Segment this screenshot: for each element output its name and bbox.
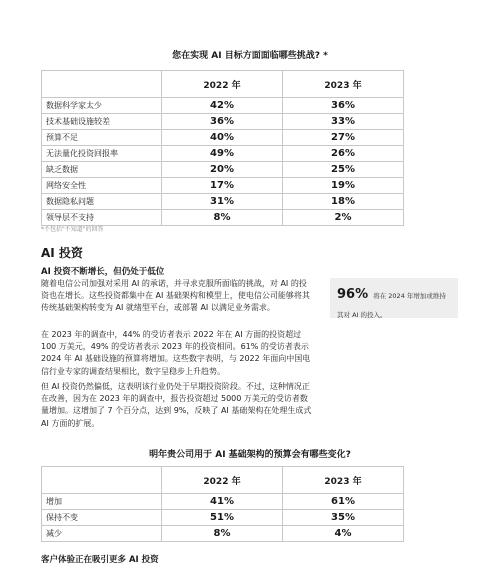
section-heading: AI 投资 <box>41 246 83 260</box>
value-2023: 2% <box>283 210 404 226</box>
value-2022: 41% <box>162 494 283 510</box>
stat-callout <box>330 278 458 318</box>
row-label: 领导层不支持 <box>42 210 162 226</box>
value-2023: 61% <box>283 494 404 510</box>
paragraph <box>41 278 313 315</box>
value-2022: 42% <box>162 98 283 114</box>
value-2023: 33% <box>283 114 404 130</box>
row-label: 数据科学家太少 <box>42 98 162 114</box>
value-2023: 25% <box>283 162 404 178</box>
value-2022: 17% <box>162 178 283 194</box>
header-2023: 2023 年 <box>283 71 404 98</box>
table-row <box>42 194 404 210</box>
header-blank <box>42 467 162 494</box>
header-blank <box>42 71 162 98</box>
row-label: 无法量化投资回报率 <box>42 146 162 162</box>
row-label: 数据隐私问题 <box>42 194 162 210</box>
table-row <box>42 178 404 194</box>
value-2023: 19% <box>283 178 404 194</box>
value-2022: 8% <box>162 210 283 226</box>
table-row <box>42 494 404 510</box>
value-2022: 51% <box>162 510 283 526</box>
value-2022: 20% <box>162 162 283 178</box>
table-row <box>42 98 404 114</box>
stat-text: 将在 2024 年增加或维持其对 AI 的投入。 <box>337 292 446 319</box>
header-2022: 2022 年 <box>162 71 283 98</box>
next-section-heading: 客户体验正在吸引更多 AI 投资 <box>41 555 159 565</box>
paragraph <box>41 381 313 430</box>
value-2023: 26% <box>283 146 404 162</box>
table1-footnote: *不包括"不知道"的回答 <box>41 226 104 233</box>
stat-value: 96% <box>337 287 369 302</box>
paragraph-text: 在 2023 年的调查中，44% 的受访者表示 2022 年在 AI 方面的投资超过 100 万美元，49% 的受访者表示 2023 年的投资相同。61% 的受访者表示 2024 年 AI 基础设施的预算将增加。这些数字表明，与 2022 年面向中国电信行业专家的调查结果相比，数字呈稳步上升趋势。 <box>41 330 311 376</box>
value-2022: 36% <box>162 114 283 130</box>
row-label: 预算不足 <box>42 130 162 146</box>
table-row <box>42 510 404 526</box>
paragraph <box>41 329 313 378</box>
header-2022: 2022 年 <box>162 467 283 494</box>
table-header-row <box>42 467 404 494</box>
value-2022: 8% <box>162 526 283 542</box>
challenges-table <box>41 70 404 226</box>
value-2023: 18% <box>283 194 404 210</box>
table-row <box>42 146 404 162</box>
section-subheading: AI 投资不断增长，但仍处于低位 <box>41 267 165 277</box>
row-label: 增加 <box>42 494 162 510</box>
row-label: 缺乏数据 <box>42 162 162 178</box>
table-row <box>42 162 404 178</box>
row-label: 网络安全性 <box>42 178 162 194</box>
paragraph-text: 随着电信公司加强对采用 AI 的承诺，并寻求克服所面临的挑战，对 AI 的投资也在增长。这些投资都集中在 AI 基础架构和模型上，使电信公司能够将其传统基础架构转变为 AI 就绪型平台，或部署 AI 以满足业务需求。 <box>41 279 310 313</box>
budget-table <box>41 466 404 542</box>
paragraph-text: 但 AI 投资仍然偏低，这表明该行业仍处于早期投资阶段。不过，这种情况正在改善，因为在 2023 年的调查中，报告投资超过 5000 万美元的受访者数量增加。这增加了 7 个百分点，达到 9%，反映了 AI 基础架构在处理生成式 AI 方面的扩展。 <box>41 382 312 428</box>
table2-title: 明年贵公司用于 AI 基础架构的预算会有哪些变化? <box>149 450 351 460</box>
table-row <box>42 114 404 130</box>
table-row <box>42 526 404 542</box>
value-2023: 35% <box>283 510 404 526</box>
table1-title: 您在实现 AI 目标方面面临哪些挑战? * <box>172 51 328 61</box>
value-2022: 40% <box>162 130 283 146</box>
value-2023: 27% <box>283 130 404 146</box>
table-row <box>42 130 404 146</box>
row-label: 减少 <box>42 526 162 542</box>
value-2022: 31% <box>162 194 283 210</box>
header-2023: 2023 年 <box>283 467 404 494</box>
table-header-row <box>42 71 404 98</box>
row-label: 技术基础设施较差 <box>42 114 162 130</box>
value-2023: 36% <box>283 98 404 114</box>
value-2022: 49% <box>162 146 283 162</box>
value-2023: 4% <box>283 526 404 542</box>
row-label: 保持不变 <box>42 510 162 526</box>
